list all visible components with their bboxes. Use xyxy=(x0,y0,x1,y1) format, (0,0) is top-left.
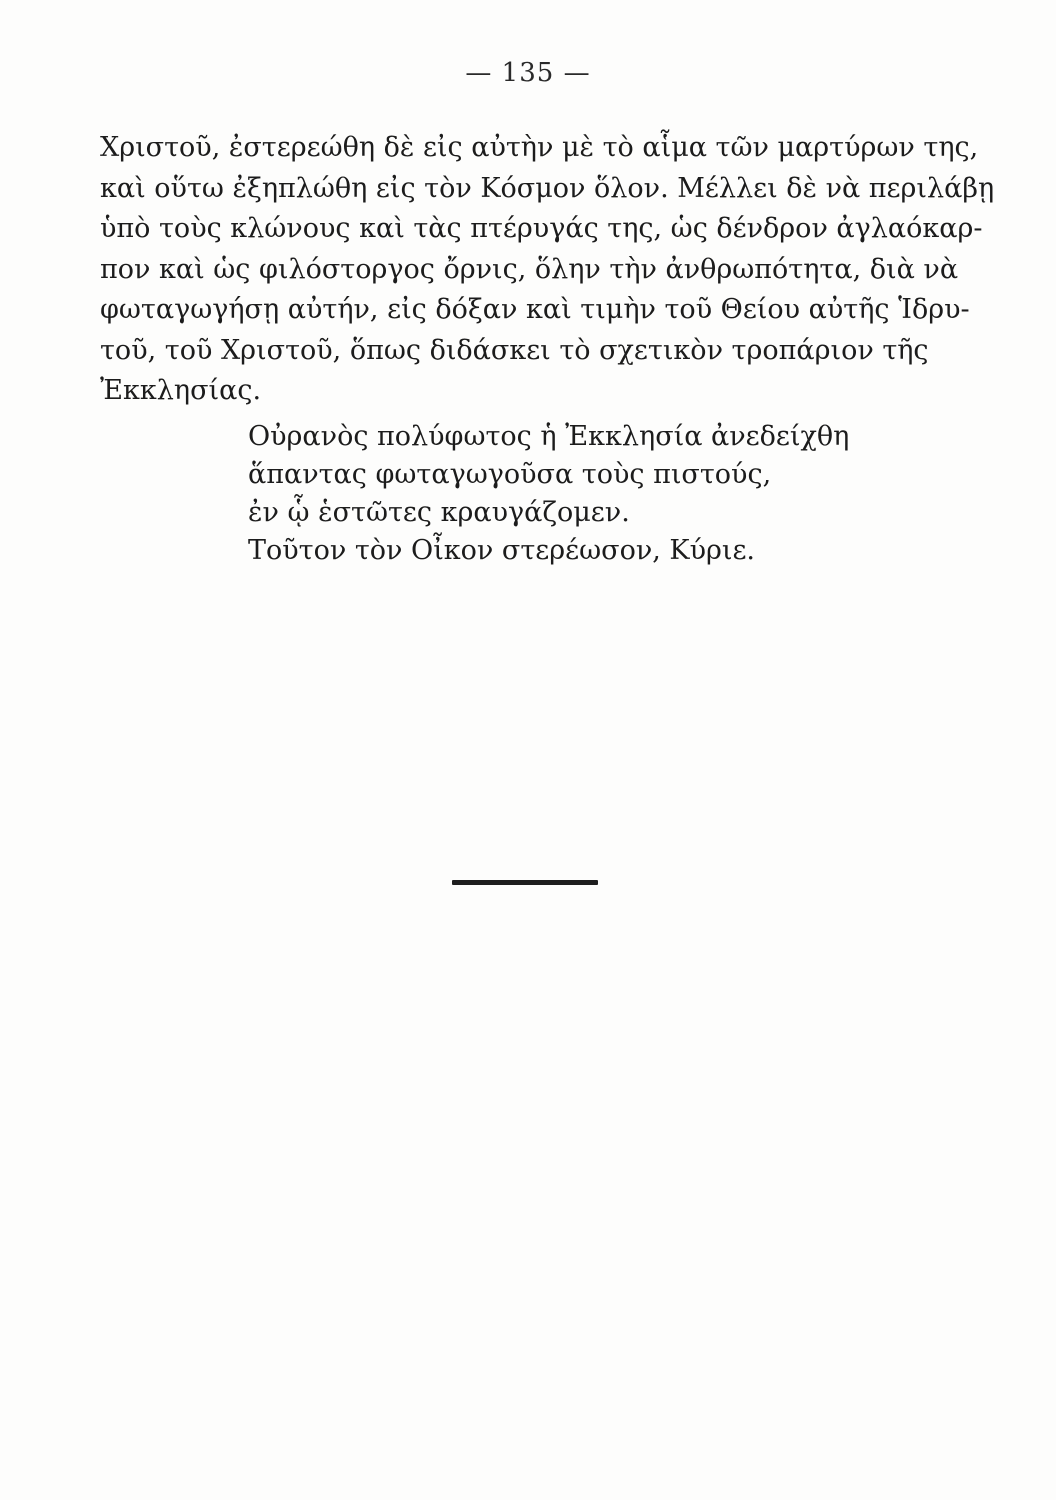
paragraph-line: καὶ οὕτω ἐξηπλώθη εἰς τὸν Κόσμον ὅλον. Μέλλει δὲ νὰ περιλάβῃ xyxy=(100,172,995,204)
paragraph-line: Ἐκκλησίας. xyxy=(100,375,262,406)
paragraph-line: ὑπὸ τοὺς κλώνους καὶ τὰς πτέρυγάς της, ὡς δένδρον ἀγλαόκαρ- xyxy=(100,213,983,244)
hymn-line: Τοῦτον τὸν Οἶκον στερέωσον, Κύριε. xyxy=(248,535,756,566)
hymn-line: ἅπαντας φωταγωγοῦσα τοὺς πιστούς, xyxy=(248,459,772,490)
body-paragraph xyxy=(100,128,995,412)
hymn-line: ἐν ᾧ ἑστῶτες κραυγάζομεν. xyxy=(248,497,630,528)
page-number: — 135 — xyxy=(465,58,591,88)
paragraph-line: φωταγωγήσῃ αὐτήν, εἰς δόξαν καὶ τιμὴν τοῦ Θείου αὐτῆς Ἱδρυ- xyxy=(100,294,970,325)
paragraph-line: πον καὶ ὡς φιλόστοργος ὄρνις, ὅλην τὴν ἀνθρωπότητα, διὰ νὰ xyxy=(100,253,959,285)
hymn-line: Οὐρανὸς πολύφωτος ἡ Ἐκκλησία ἀνεδείχθη xyxy=(248,421,850,452)
paragraph-line: Χριστοῦ, ἐστερεώθη δὲ εἰς αὐτὴν μὲ τὸ αἷμα τῶν μαρτύρων της, xyxy=(100,132,979,163)
paragraph-line: τοῦ, τοῦ Χριστοῦ, ὅπως διδάσκει τὸ σχετικὸν τροπάριον τῆς xyxy=(100,334,929,366)
hymn-quotation xyxy=(248,418,848,570)
section-divider xyxy=(452,880,598,885)
